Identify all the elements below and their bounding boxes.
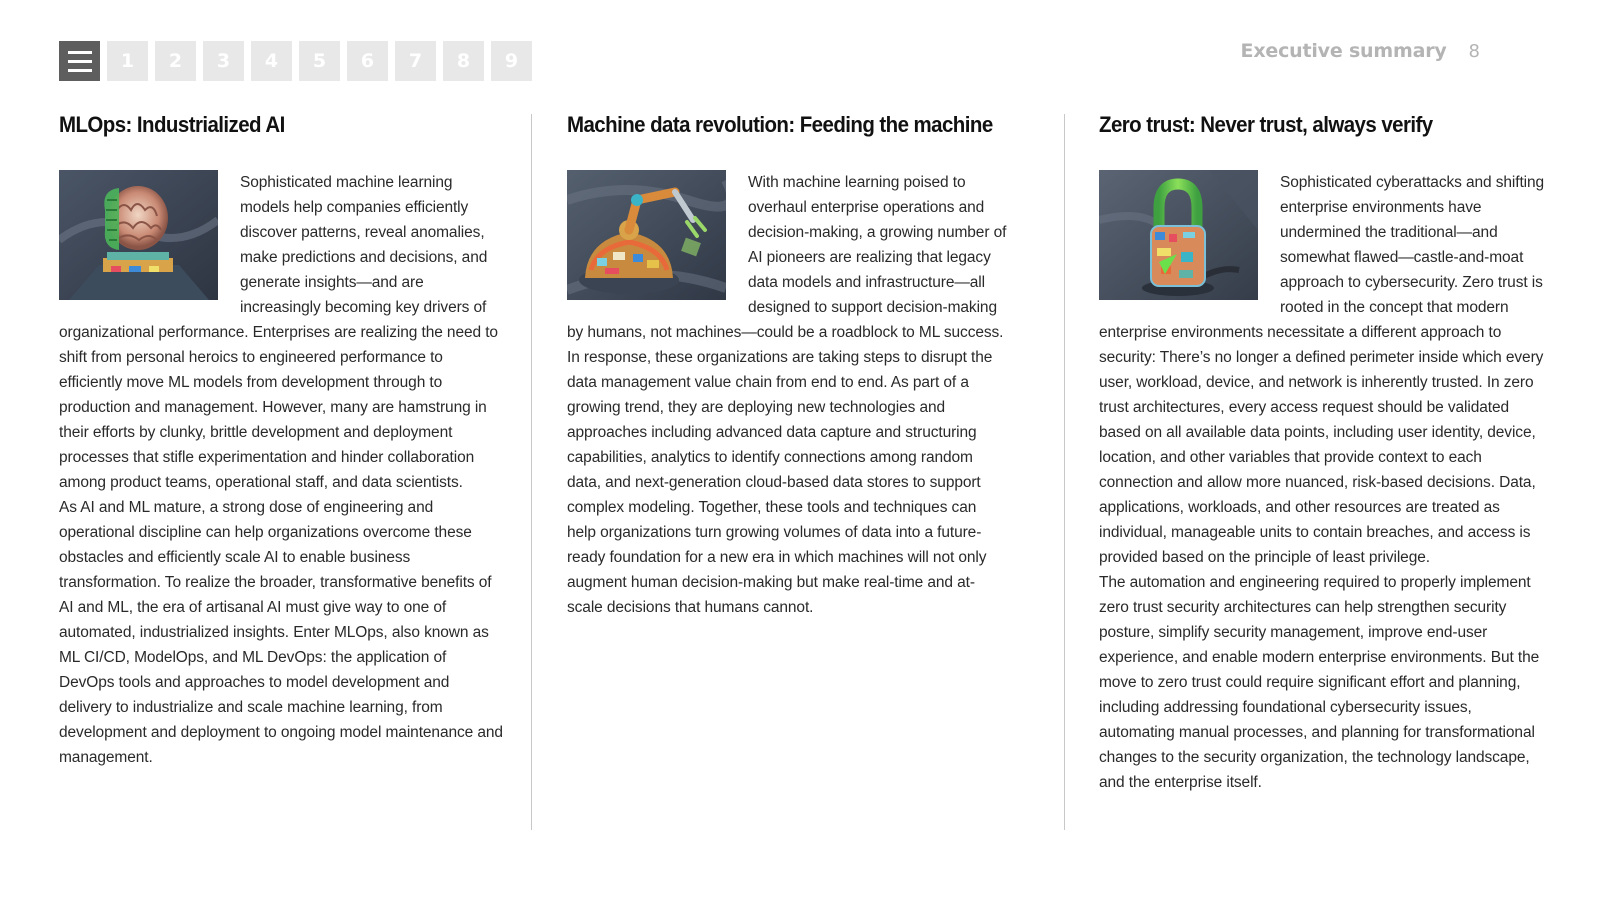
robotic-arm-illustration-icon [567,170,726,300]
article-zero-trust [1099,112,1551,795]
nav-page-2[interactable]: 2 [155,41,196,81]
nav-page-5[interactable]: 5 [299,41,340,81]
article-body [59,170,504,770]
nav-page-6[interactable]: 6 [347,41,388,81]
article-paragraph: Sophisticated cyberattacks and shifting enterprise environments have undermined the traditional—and somewhat flawed—castle-and-moat approach to cybersecurity. Zero trust is rooted in the concept that modern enterprise environments necessitate a different approach to security: There’s no longer a defined perimeter inside which every user, workload, device, and network is inherently trusted. In zero trust architectures, every access request should be validated based on all available data points, including user identity, device, location, and other variables that provide context to each connection and allow more nuanced, risk-based decisions. Data, applications, workloads, and other resources are treated as individual, manageable units to contain breaches, and access is provided based on the principle of least privilege. [1099,174,1545,566]
menu-bar [68,60,92,63]
article-paragraph: As AI and ML mature, a strong dose of engineering and operational discipline can help organizations overcome these obstacles and efficiently scale AI to enable business transformation. To realize the broader, transformative benefits of AI and ML, the era of artisanal AI must give way to one of automated, industrialized insights. Enter MLOps, also known as ML CI/CD, ModelOps, and ML DevOps: the application of DevOps tools and approaches to model development and delivery to industrialize and scale machine learning, from development and deployment to ongoing model maintenance and management. [59,499,503,766]
article-paragraph: With machine learning poised to overhaul enterprise operations and decision-making, a growing number of AI pioneers are realizing that legacy data models and infrastructure—all designed to support decision-making by humans, not machines—could be a roadblock to ML success. In response, these organizations are taking steps to disrupt the data management value chain from end to end. As part of a growing trend, they are deploying new technologies and approaches including advanced data capture and structuring capabilities, analytics to identify connections among random data, and next-generation cloud-based data stores to support complex modeling. Together, these tools and techniques can help organizations turn growing volumes of data into a future-ready foundation for a new era in which machines will not only augment human decision-making but make real-time and at-scale decisions that humans cannot. [567,174,1007,616]
article-body [567,170,1007,620]
brain-illustration-icon [59,170,218,300]
nav-page-1[interactable]: 1 [107,41,148,81]
article-mlops [59,112,504,770]
article-title: Machine data revolution: Feeding the machine [567,112,993,137]
article-machine-data [567,112,1007,620]
nav-page-3[interactable]: 3 [203,41,244,81]
hamburger-menu-icon[interactable] [59,41,100,81]
nav-page-7[interactable]: 7 [395,41,436,81]
column-divider [1064,114,1065,830]
page-header [1241,40,1480,62]
menu-bar [68,51,92,54]
nav-page-4[interactable]: 4 [251,41,292,81]
menu-bar [68,69,92,72]
nav-page-9[interactable]: 9 [491,41,532,81]
nav-page-8[interactable]: 8 [443,41,484,81]
article-paragraph: The automation and engineering required to properly implement zero trust security architectures can help strengthen security posture, simplify security management, improve end-user experience, and enable modern enterprise environments. But the move to zero trust could require significant effort and planning, including addressing foundational cybersecurity issues, automating manual processes, and planning for transformational changes to the security organization, the technology landscape, and the enterprise itself. [1099,574,1540,791]
padlock-illustration-icon [1099,170,1258,300]
column-divider [531,114,532,830]
article-title: Zero trust: Never trust, always verify [1099,112,1433,137]
page-navigation [59,41,532,81]
article-body [1099,170,1551,795]
page-number: 8 [1468,41,1480,62]
article-title: MLOps: Industrialized AI [59,112,285,137]
section-title: Executive summary [1240,40,1447,62]
article-paragraph: Sophisticated machine learning models help companies efficiently discover patterns, reveal anomalies, make predictions and decisions, and generate insights—and are increasingly becoming key drivers of organizational performance. Enterprises are realizing the need to shift from personal heroics to engineered performance to efficiently move ML models from development through to production and management. However, many are hamstrung in their efforts by clunky, brittle development and deployment processes that stifle experimentation and hinder collaboration among product teams, operational staff, and data scientists. [59,174,498,491]
